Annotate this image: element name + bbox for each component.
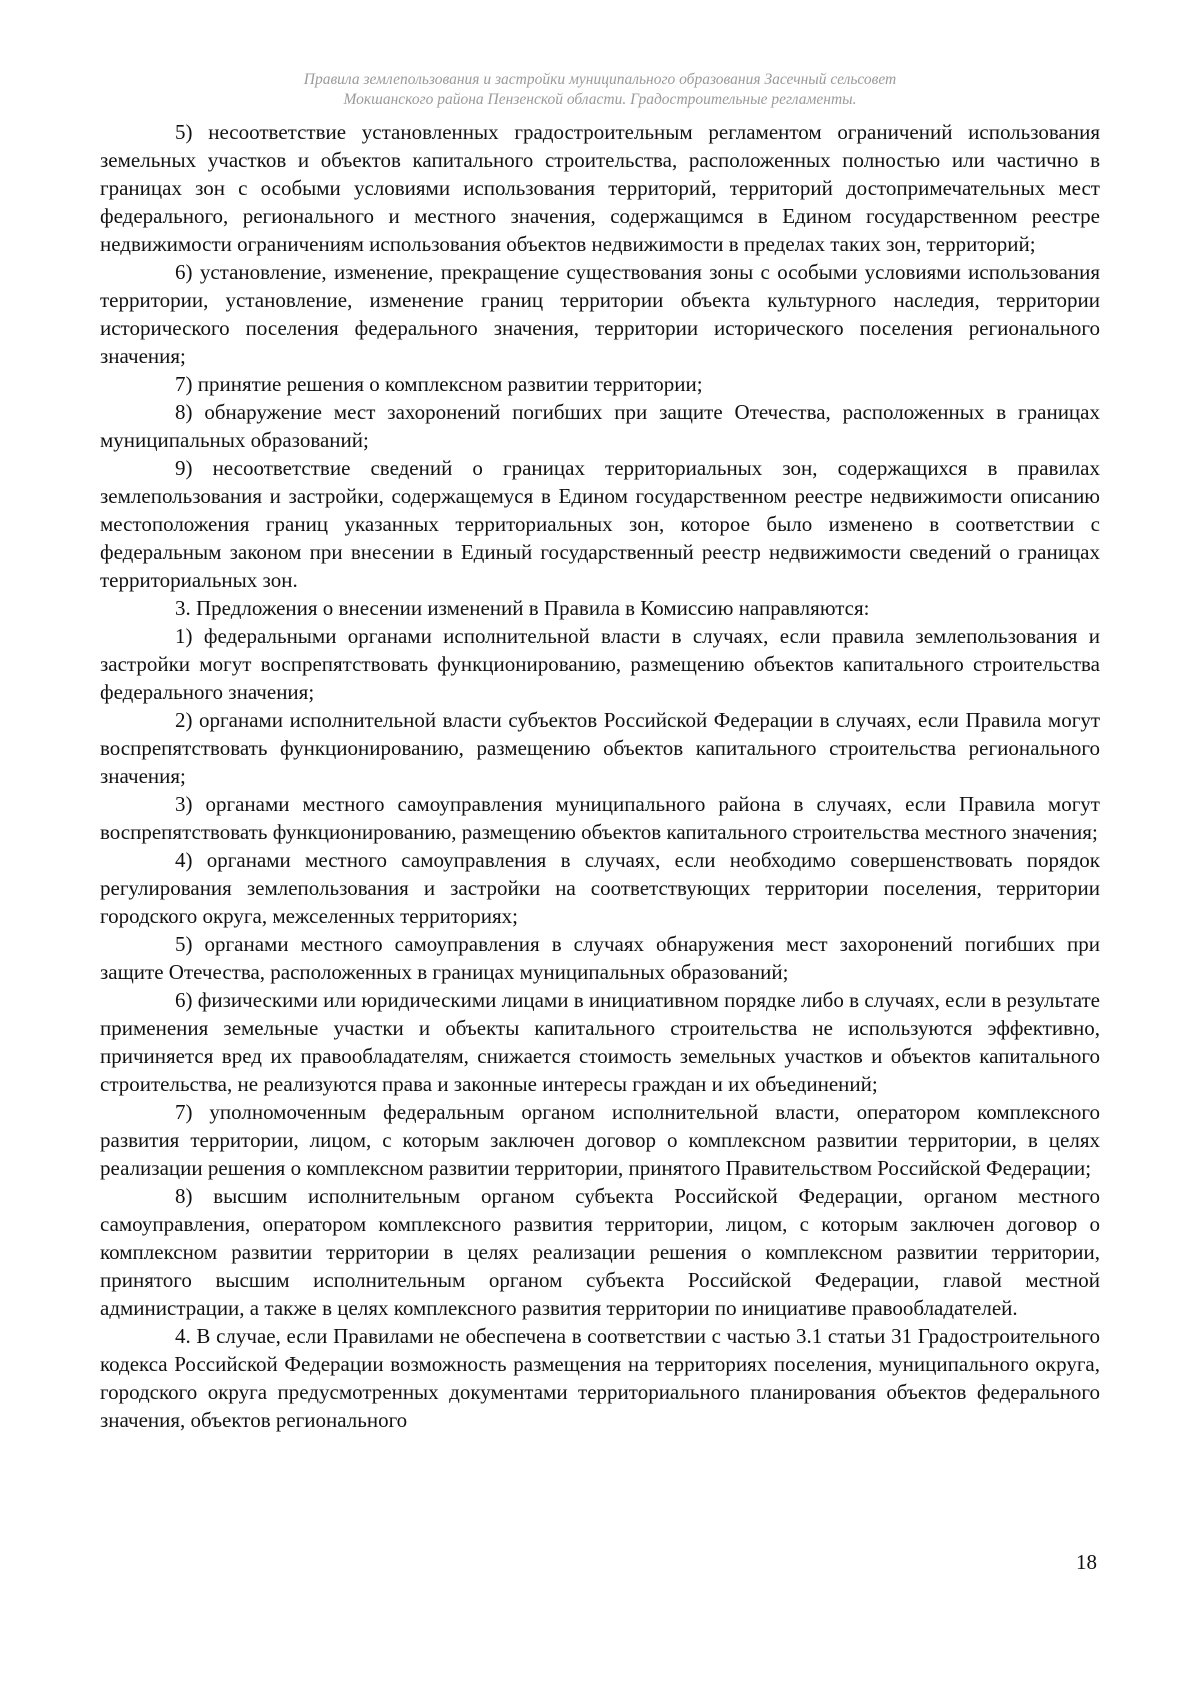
paragraph: 5) органами местного самоуправления в случаях обнаружения мест захоронений погибших при защите Отечества, расположенных в границах муниципальных образований; <box>100 932 1100 984</box>
paragraph: 2) органами исполнительной власти субъектов Российской Федерации в случаях, если Правила могут воспрепятствовать функционированию, размещению объектов капитального строительства регионального значения; <box>100 708 1100 788</box>
paragraph: 3. Предложения о внесении изменений в Правила в Комиссию направляются: <box>175 596 870 620</box>
paragraph: 5) несоответствие установленных градостроительным регламентом ограничений использования земельных участков и объектов капитального строительства, расположенных полностью или частично в границах зон с особыми условиями использования территорий, территорий достопримечательных мест федерального, регионального и местного значения, содержащимся в Едином государственном реестре недвижимости ограничениям использования объектов недвижимости в пределах таких зон, территорий; <box>100 120 1100 256</box>
paragraph: 4. В случае, если Правилами не обеспечена в соответствии с частью 3.1 статьи 31 Градостроительного кодекса Российской Федерации возможность размещения на территориях поселения, муниципального округа, городского округа предусмотренных документами территориального планирования объектов федерального значения, объектов регионального <box>100 1324 1100 1432</box>
paragraph: 8) обнаружение мест захоронений погибших при защите Отечества, расположенных в границах муниципальных образований; <box>100 400 1100 452</box>
document-body <box>100 118 1100 1434</box>
paragraph: 3) органами местного самоуправления муниципального района в случаях, если Правила могут воспрепятствовать функционированию, размещению объектов капитального строительства местного значения; <box>100 792 1100 844</box>
paragraph: 4) органами местного самоуправления в случаях, если необходимо совершенствовать порядок регулирования землепользования и застройки на соответствующих территории поселения, территории городского округа, межселенных территориях; <box>100 848 1100 928</box>
paragraph: 9) несоответствие сведений о границах территориальных зон, содержащихся в правилах землепользования и застройки, содержащемуся в Едином государственном реестре недвижимости описанию местоположения границ указанных территориальных зон, которое было изменено в соответствии с федеральным законом при внесении в Единый государственный реестр недвижимости сведений о границах территориальных зон. <box>100 456 1100 592</box>
header-line-1: Правила землепользования и застройки муниципального образования Засечный сельсовет <box>303 71 897 88</box>
page-number: 18 <box>1076 1550 1097 1574</box>
paragraph: 6) физическими или юридическими лицами в инициативном порядке либо в случаях, если в результате применения земельные участки и объекты капитального строительства не используются эффективно, причиняется вред их правообладателям, снижается стоимость земельных участков и объектов капитального строительства, не реализуются права и законные интересы граждан и их объединений; <box>100 988 1100 1096</box>
running-header <box>100 70 1100 110</box>
paragraph: 7) принятие решения о комплексном развитии территории; <box>175 372 703 396</box>
paragraph: 1) федеральными органами исполнительной власти в случаях, если правила землепользования и застройки могут воспрепятствовать функционированию, размещению объектов капитального строительства федерального значения; <box>100 624 1100 704</box>
paragraph: 6) установление, изменение, прекращение существования зоны с особыми условиями использования территории, установление, изменение границ территории объекта культурного наследия, территории исторического поселения федерального значения, территории исторического поселения регионального значения; <box>100 260 1100 368</box>
header-line-2: Мокшанского района Пензенской области. Градостроительные регламенты. <box>343 91 857 108</box>
paragraph: 8) высшим исполнительным органом субъекта Российской Федерации, органом местного самоуправления, оператором комплексного развития территории, лицом, с которым заключен договор о комплексном развитии территории в целях реализации решения о комплексном развитии территории, принятого высшим исполнительным органом субъекта Российской Федерации, главой местной администрации, а также в целях комплексного развития территории по инициативе правообладателей. <box>100 1184 1100 1320</box>
paragraph: 7) уполномоченным федеральным органом исполнительной власти, оператором комплексного развития территории, лицом, с которым заключен договор о комплексном развитии территории, в целях реализации решения о комплексном развитии территории, принятого Правительством Российской Федерации; <box>100 1100 1100 1180</box>
